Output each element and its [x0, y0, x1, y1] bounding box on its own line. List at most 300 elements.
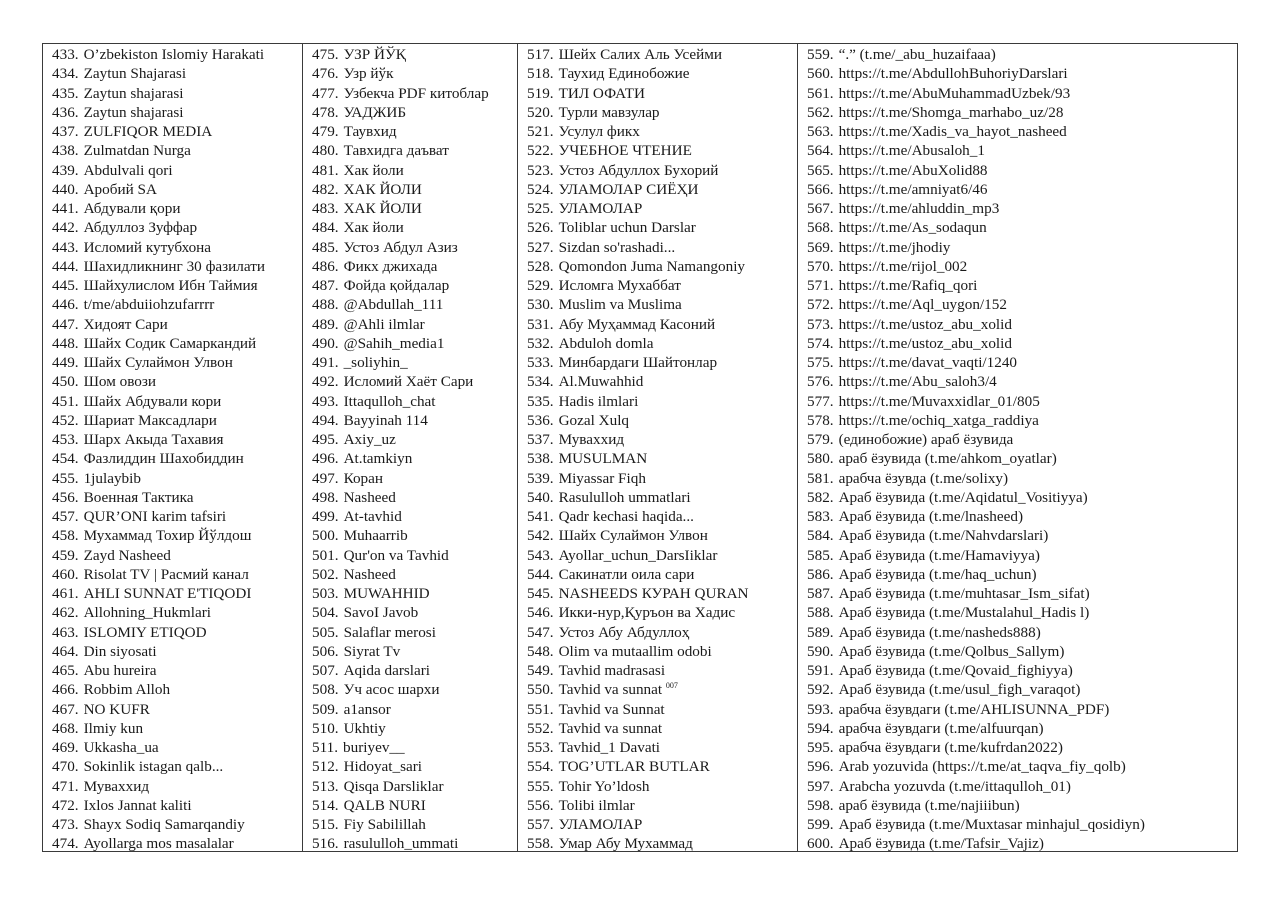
item-name: Уч асос шархи — [343, 681, 440, 699]
item-name: арабча ёзувда (t.me/solixy) — [838, 469, 1009, 487]
list-item — [518, 392, 797, 411]
item-number: 464. — [52, 642, 79, 660]
list-item — [303, 700, 517, 719]
item-name: Тавхидга даъват — [343, 142, 449, 160]
item-number: 511. — [312, 739, 339, 756]
item-number: 564. — [807, 142, 834, 160]
item-number: 494. — [312, 411, 339, 429]
list-item — [798, 488, 1237, 507]
list-item — [43, 84, 302, 103]
item-name: Zulmatdan Nurga — [83, 142, 191, 160]
item-name: Zaytun Shajarasi — [83, 65, 187, 83]
item-number: 534. — [527, 373, 554, 391]
item-number: 440. — [52, 180, 79, 198]
item-name: Фазлиддин Шахобиддин — [83, 450, 244, 468]
item-number: 481. — [312, 161, 339, 179]
item-number: 547. — [527, 623, 554, 641]
item-number: 448. — [52, 334, 79, 352]
item-number: 502. — [312, 565, 339, 583]
list-item — [303, 295, 517, 314]
item-number: 455. — [52, 469, 79, 487]
list-item — [43, 700, 302, 719]
item-number: 570. — [807, 257, 834, 275]
list-item — [43, 103, 302, 122]
list-item — [303, 815, 517, 834]
item-name: Мухаммад Тохир Йўлдош — [83, 527, 252, 545]
item-number: 483. — [312, 200, 339, 217]
item-number: 499. — [312, 508, 339, 525]
item-number: 593. — [807, 700, 834, 718]
list-item — [798, 353, 1237, 372]
item-number: 447. — [52, 315, 79, 333]
item-number: 507. — [312, 662, 339, 679]
item-name: УЛАМОЛАР — [558, 200, 643, 217]
list-item — [518, 353, 797, 372]
item-name: SavoI Javob — [343, 604, 419, 622]
item-number: 446. — [52, 296, 79, 314]
list-item — [303, 353, 517, 372]
item-number: 588. — [807, 604, 834, 622]
item-number: 490. — [312, 334, 339, 352]
item-name: Zaytun shajarasi — [83, 84, 184, 102]
item-name: Tavhid_1 Davati — [558, 739, 661, 756]
item-number: 444. — [52, 257, 79, 275]
list-item — [43, 141, 302, 160]
list-item — [518, 584, 797, 603]
item-name: Ukhtiy — [343, 719, 386, 737]
column-1 — [43, 44, 303, 851]
item-name: Араб ёзувида (t.me/Aqidatul_Vositiyya) — [838, 488, 1088, 506]
list-item — [518, 661, 797, 680]
list-item — [43, 449, 302, 468]
item-name: УЧЕБНОЕ ЧТЕНИЕ — [558, 142, 692, 160]
list-item — [798, 430, 1237, 449]
item-number: 558. — [527, 835, 554, 853]
list-item — [798, 411, 1237, 430]
item-name: УЗР ЙЎҚ — [343, 46, 406, 63]
item-name: араб ёзувида (t.me/ahkom_oyatlar) — [838, 450, 1057, 468]
item-number: 590. — [807, 642, 834, 660]
list-item — [798, 584, 1237, 603]
item-name: Muslim va Muslima — [558, 296, 682, 314]
item-name: Gozal Xulq — [558, 411, 630, 429]
list-item — [43, 719, 302, 738]
item-name: At-tavhid — [343, 508, 402, 525]
item-number: 503. — [312, 585, 339, 602]
list-item — [303, 757, 517, 776]
list-item — [303, 238, 517, 257]
list-item — [518, 122, 797, 141]
item-number: 544. — [527, 565, 554, 583]
item-name: 1julaybib — [83, 469, 141, 487]
list-item — [518, 777, 797, 796]
item-number: 473. — [52, 816, 79, 833]
item-name: Ayollar_uchun_DarsIiklar — [558, 546, 718, 564]
list-item — [303, 546, 517, 565]
list-item — [518, 218, 797, 237]
item-name: Икки-нур,Қуръон ва Хадис — [558, 604, 736, 622]
item-number: 500. — [312, 527, 339, 545]
item-name: Tavhid va sunnat — [558, 681, 663, 699]
item-name: Hadis ilmlari — [558, 392, 639, 410]
item-number: 433. — [52, 46, 79, 63]
item-number: 574. — [807, 334, 834, 352]
list-item — [43, 199, 302, 218]
item-name: ХАК ЙОЛИ — [343, 180, 422, 198]
item-number: 597. — [807, 777, 834, 795]
item-name: Muhaarrib — [343, 527, 408, 545]
item-number: 576. — [807, 373, 834, 391]
item-number: 452. — [52, 411, 79, 429]
list-item — [43, 642, 302, 661]
item-name: араб ёзувида (t.me/najiiibun) — [838, 796, 1020, 814]
list-item — [518, 411, 797, 430]
item-number: 517. — [527, 46, 554, 63]
item-name: Араб ёзувида (t.me/Mustalahul_Hadis l) — [838, 604, 1090, 622]
list-item — [303, 507, 517, 526]
item-number: 459. — [52, 546, 79, 564]
list-item — [518, 430, 797, 449]
item-name: Rasululloh ummatlari — [558, 488, 691, 506]
item-number: 445. — [52, 277, 79, 294]
item-number: 489. — [312, 315, 339, 333]
item-name: Ilmiy kun — [83, 719, 144, 737]
item-number: 598. — [807, 796, 834, 814]
list-item — [518, 257, 797, 276]
item-name: Исломга Мухаббат — [558, 277, 681, 294]
list-item — [798, 796, 1237, 815]
list-item — [518, 199, 797, 218]
item-number: 536. — [527, 411, 554, 429]
list-item — [798, 469, 1237, 488]
item-number: 523. — [527, 161, 554, 179]
list-item — [518, 103, 797, 122]
item-number: 505. — [312, 623, 339, 641]
item-number: 565. — [807, 161, 834, 179]
item-name: @Abdullah_111 — [343, 296, 444, 314]
list-item — [798, 449, 1237, 468]
item-name: Хак йоли — [343, 219, 404, 237]
item-number: 577. — [807, 392, 834, 410]
item-name: Араб ёзувида (t.me/haq_uchun) — [838, 565, 1037, 583]
item-number: 465. — [52, 662, 79, 679]
list-item — [43, 180, 302, 199]
list-item — [303, 469, 517, 488]
list-item — [43, 238, 302, 257]
item-name: _soliyhin_ — [343, 354, 408, 371]
list-item — [798, 218, 1237, 237]
list-item — [518, 469, 797, 488]
list-item — [43, 603, 302, 622]
list-item — [518, 161, 797, 180]
item-number: 541. — [527, 508, 554, 525]
item-number: 545. — [527, 585, 554, 602]
list-item — [518, 565, 797, 584]
item-number: 449. — [52, 354, 79, 371]
item-number: 438. — [52, 142, 79, 160]
list-item — [798, 719, 1237, 738]
list-item — [518, 815, 797, 834]
item-name: Axiy_uz — [343, 431, 396, 448]
item-name: Муваххид — [83, 777, 150, 795]
item-number: 525. — [527, 200, 554, 217]
item-name: УЛАМОЛАР — [558, 816, 643, 833]
list-item — [798, 122, 1237, 141]
list-item — [303, 122, 517, 141]
item-number: 573. — [807, 315, 834, 333]
item-name: Шайх Абдували кори — [83, 392, 222, 410]
item-name: Шайх Сулаймон Улвон — [558, 527, 708, 545]
list-item — [518, 295, 797, 314]
item-name: арабча ёзувдаги (t.me/alfuurqan) — [838, 719, 1044, 737]
item-number: 462. — [52, 604, 79, 622]
item-name: Ukkasha_ua — [83, 739, 159, 756]
item-name: Устоз Абдул Азиз — [343, 238, 458, 256]
list-item — [303, 103, 517, 122]
item-name: Шайх Сулаймон Улвон — [83, 354, 233, 371]
item-name: ZULFIQOR MEDIA — [83, 123, 213, 140]
item-number: 514. — [312, 796, 339, 814]
item-number: 566. — [807, 180, 834, 198]
list-item — [518, 642, 797, 661]
item-number: 596. — [807, 758, 834, 776]
item-name: https://t.me/AbdullohBuhoriyDarslari — [838, 65, 1068, 83]
item-number: 510. — [312, 719, 339, 737]
item-number: 530. — [527, 296, 554, 314]
item-name: Исломий Хаёт Сари — [343, 373, 474, 391]
list-item — [43, 257, 302, 276]
item-number: 589. — [807, 623, 834, 641]
list-item — [43, 584, 302, 603]
item-number: 553. — [527, 739, 554, 756]
item-number: 442. — [52, 219, 79, 237]
item-number: 524. — [527, 180, 554, 198]
item-number: 466. — [52, 681, 79, 699]
list-item — [798, 757, 1237, 776]
item-name: https://t.me/ochiq_xatga_raddiya — [838, 411, 1039, 429]
item-name: “.” (t.me/_abu_huzaifaaa) — [838, 46, 996, 63]
item-superscript: 007 — [665, 681, 678, 691]
item-name: Коран — [343, 469, 384, 487]
list-item — [303, 218, 517, 237]
item-name: Nasheed — [343, 488, 396, 506]
item-name: NASHEEDS КУРАН QURAN — [558, 585, 749, 602]
item-name: арабча ёзувдаги (t.me/AHLISUNNA_PDF) — [838, 700, 1110, 718]
list-item — [303, 315, 517, 334]
item-name: Араб ёзувида (t.me/Hamaviyya) — [838, 546, 1040, 564]
item-name: Военная Тактика — [83, 488, 194, 506]
item-number: 486. — [312, 257, 339, 275]
list-item — [518, 796, 797, 815]
item-number: 543. — [527, 546, 554, 564]
item-name: Абу Муҳаммад Касоний — [558, 315, 716, 333]
item-number: 456. — [52, 488, 79, 506]
item-number: 504. — [312, 604, 339, 622]
item-name: Устоз Абу Абдуллоҳ — [558, 623, 690, 641]
list-item — [798, 334, 1237, 353]
item-number: 463. — [52, 623, 79, 641]
list-item — [518, 603, 797, 622]
item-number: 497. — [312, 469, 339, 487]
item-name: Abu hureira — [83, 662, 157, 679]
item-name: QUR’ONI karim tafsiri — [83, 508, 227, 525]
item-number: 539. — [527, 469, 554, 487]
item-number: 501. — [312, 546, 339, 564]
list-item — [518, 180, 797, 199]
item-name: Абдуллоз Зуффар — [83, 219, 198, 237]
list-item — [518, 738, 797, 757]
item-name: NO KUFR — [83, 700, 150, 718]
item-number: 599. — [807, 816, 834, 833]
item-number: 567. — [807, 200, 834, 217]
list-item — [518, 507, 797, 526]
item-number: 592. — [807, 681, 834, 699]
list-item — [798, 84, 1237, 103]
list-item — [303, 64, 517, 83]
item-number: 540. — [527, 488, 554, 506]
item-name: УЛАМОЛАР СИЁҲИ — [558, 180, 699, 198]
item-name: ISLOMIY ETIQOD — [83, 623, 207, 641]
item-name: Bayyinah 114 — [343, 411, 428, 429]
item-number: 559. — [807, 46, 834, 63]
item-number: 435. — [52, 84, 79, 102]
item-name: Qur'on va Tavhid — [343, 546, 449, 564]
list-item — [798, 392, 1237, 411]
item-number: 441. — [52, 200, 79, 217]
list-item — [43, 834, 302, 853]
list-item — [798, 238, 1237, 257]
list-item — [303, 834, 517, 853]
item-name: Salaflar merosi — [343, 623, 436, 641]
item-number: 434. — [52, 65, 79, 83]
item-name: Zayd Nasheed — [83, 546, 171, 564]
item-name: Risolat TV | Расмий канал — [83, 565, 249, 583]
item-name: Араб ёзувида (t.me/Tafsir_Vajiz) — [838, 835, 1044, 853]
item-name: buriyev__ — [343, 739, 405, 756]
list-item — [303, 584, 517, 603]
item-name: Таухид Единобожие — [558, 65, 690, 83]
item-number: 436. — [52, 103, 79, 121]
list-item — [518, 315, 797, 334]
item-name: t/me/abduiiohzufarrrr — [83, 296, 215, 314]
list-item — [303, 565, 517, 584]
list-item — [303, 161, 517, 180]
item-number: 506. — [312, 642, 339, 660]
list-item — [43, 334, 302, 353]
item-number: 516. — [312, 835, 339, 853]
item-number: 458. — [52, 527, 79, 545]
item-name: Араб ёзувида (t.me/muhtasar_Ism_sifat) — [838, 585, 1090, 602]
item-number: 518. — [527, 65, 554, 83]
list-item — [43, 738, 302, 757]
item-number: 578. — [807, 411, 834, 429]
list-item — [798, 777, 1237, 796]
item-name: Араб ёзувида (t.me/Nahvdarslari) — [838, 527, 1049, 545]
list-item — [303, 796, 517, 815]
item-number: 443. — [52, 238, 79, 256]
list-item — [518, 276, 797, 295]
item-name: Arab yozuvida (https://t.me/at_taqva_fiy_qolb) — [838, 758, 1126, 776]
list-item — [518, 546, 797, 565]
item-number: 582. — [807, 488, 834, 506]
item-number: 493. — [312, 392, 339, 410]
item-number: 568. — [807, 219, 834, 237]
list-item — [798, 199, 1237, 218]
list-item — [303, 777, 517, 796]
list-item — [798, 141, 1237, 160]
item-name: Шайх Содик Самаркандий — [83, 334, 257, 352]
item-number: 476. — [312, 65, 339, 83]
list-item — [303, 623, 517, 642]
column-4 — [798, 44, 1237, 851]
list-item — [43, 661, 302, 680]
list-item — [43, 757, 302, 776]
list-item — [518, 680, 797, 699]
item-number: 487. — [312, 277, 339, 294]
item-name: Араб ёзувида (t.me/usul_figh_varaqot) — [838, 681, 1081, 699]
item-name: Узбекча PDF китоблар — [343, 84, 489, 102]
list-item — [303, 449, 517, 468]
list-item — [798, 546, 1237, 565]
item-number: 479. — [312, 123, 339, 140]
item-number: 571. — [807, 277, 834, 294]
item-number: 470. — [52, 758, 79, 776]
list-item — [798, 815, 1237, 834]
list-item — [43, 796, 302, 815]
item-name: Aqida darslari — [343, 662, 431, 679]
list-item — [798, 507, 1237, 526]
list-item — [798, 603, 1237, 622]
list-item — [303, 276, 517, 295]
item-name: Араб ёзувида (t.me/Qolbus_Sallym) — [838, 642, 1065, 660]
item-name: QALB NURI — [343, 796, 426, 814]
item-number: 579. — [807, 431, 834, 448]
item-name: Шарх Акыда Тахавия — [83, 431, 224, 448]
item-name: https://t.me/ustoz_abu_xolid — [838, 315, 1012, 333]
item-number: 563. — [807, 123, 834, 140]
item-number: 562. — [807, 103, 834, 121]
item-name: @Sahih_media1 — [343, 334, 445, 352]
item-number: 467. — [52, 700, 79, 718]
item-name: https://t.me/AbuMuhammadUzbek/93 — [838, 84, 1071, 102]
item-name: Араб ёзувида (t.me/nasheds888) — [838, 623, 1041, 641]
item-number: 488. — [312, 296, 339, 314]
item-name: Таувхид — [343, 123, 397, 140]
list-item — [303, 199, 517, 218]
list-item — [798, 315, 1237, 334]
list-item — [43, 45, 302, 64]
item-name: https://t.me/rijol_002 — [838, 257, 968, 275]
item-name: Абдували қори — [83, 200, 181, 217]
item-name: Ittaqulloh_chat — [343, 392, 436, 410]
list-item — [518, 757, 797, 776]
item-name: Шайхулислом Ибн Таймия — [83, 277, 258, 294]
item-name: Olim va mutaallim odobi — [558, 642, 712, 660]
item-number: 437. — [52, 123, 79, 140]
item-number: 583. — [807, 508, 834, 525]
item-number: 527. — [527, 238, 554, 256]
list-item — [303, 661, 517, 680]
item-name: Хак йоли — [343, 161, 404, 179]
item-number: 557. — [527, 816, 554, 833]
item-name: Al.Muwahhid — [558, 373, 644, 391]
item-name: https://t.me/ahluddin_mp3 — [838, 200, 1000, 217]
item-name: Tohir Yo’ldosh — [558, 777, 650, 795]
item-name: https://t.me/ustoz_abu_xolid — [838, 334, 1012, 352]
list-item — [303, 84, 517, 103]
item-number: 461. — [52, 585, 79, 602]
list-item — [43, 122, 302, 141]
